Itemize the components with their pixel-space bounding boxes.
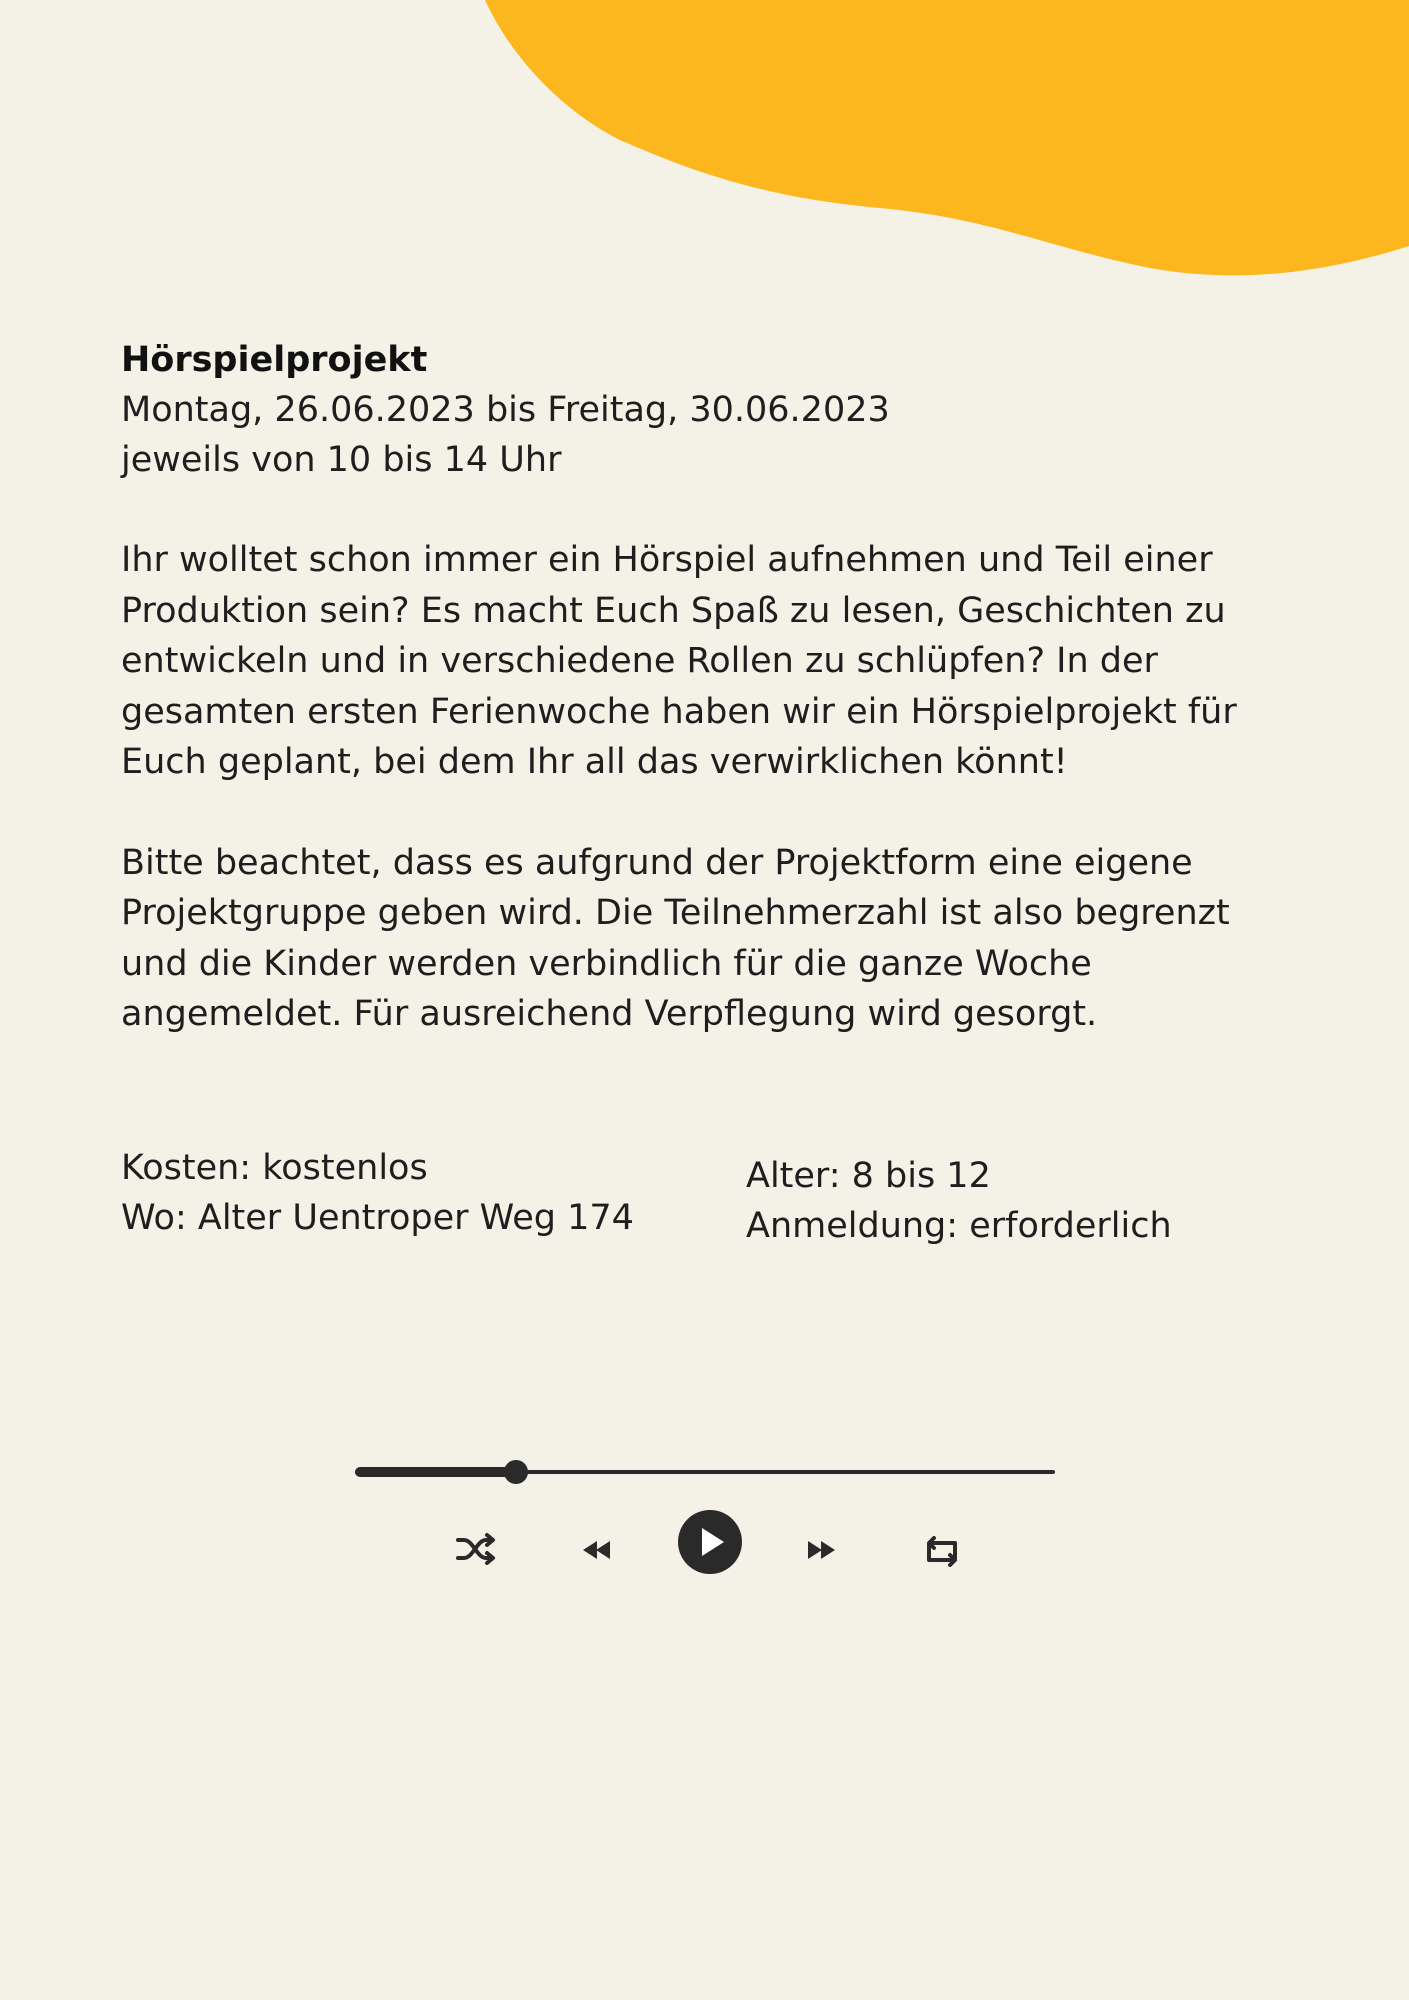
main-content <box>121 335 1321 1040</box>
fast-forward-icon[interactable] <box>805 1539 837 1561</box>
time-info: jeweils von 10 bis 14 Uhr <box>121 440 562 480</box>
info-right <box>746 1151 1172 1251</box>
cost-info: Kosten: kostenlos <box>121 1148 428 1188</box>
decorative-blob <box>0 0 1409 300</box>
notice-paragraph <box>121 838 1321 1040</box>
paragraph-line: Produktion sein? Es macht Euch Spaß zu lesen, Geschichten zu <box>121 590 1226 631</box>
shuffle-icon[interactable] <box>455 1532 497 1566</box>
paragraph-line: Bitte beachtet, dass es aufgrund der Projektform eine eigene <box>121 842 1193 883</box>
audio-player <box>350 1450 1060 1590</box>
repeat-icon[interactable] <box>922 1533 962 1567</box>
paragraph-line: Euch geplant, bei dem Ihr all das verwirklichen könnt! <box>121 742 1068 782</box>
location-info: Wo: Alter Uentroper Weg 174 <box>121 1198 634 1238</box>
description-paragraph <box>121 535 1321 788</box>
paragraph-line: angemeldet. Für ausreichend Verpflegung wird gesorgt. <box>121 994 1098 1034</box>
progress-fill <box>355 1467 516 1477</box>
paragraph-line: gesamten ersten Ferienwoche haben wir ein Hörspielprojekt für <box>121 691 1237 732</box>
rewind-icon[interactable] <box>581 1539 613 1561</box>
paragraph-line: Ihr wolltet schon immer ein Hörspiel aufnehmen und Teil einer <box>121 540 1213 580</box>
date-range: Montag, 26.06.2023 bis Freitag, 30.06.2023 <box>121 390 890 430</box>
paragraph-line: und die Kinder werden verbindlich für die ganze Woche <box>121 943 1092 984</box>
age-info: Alter: 8 bis 12 <box>746 1156 991 1196</box>
info-left <box>121 1143 634 1243</box>
registration-info: Anmeldung: erforderlich <box>746 1206 1172 1246</box>
page-title: Hörspielprojekt <box>121 340 428 380</box>
paragraph-line: Projektgruppe geben wird. Die Teilnehmerzahl ist also begrenzt <box>121 893 1230 933</box>
play-button[interactable] <box>677 1509 743 1575</box>
progress-handle[interactable] <box>504 1460 528 1484</box>
paragraph-line: entwickeln und in verschiedene Rollen zu schlüpfen? In der <box>121 641 1158 681</box>
